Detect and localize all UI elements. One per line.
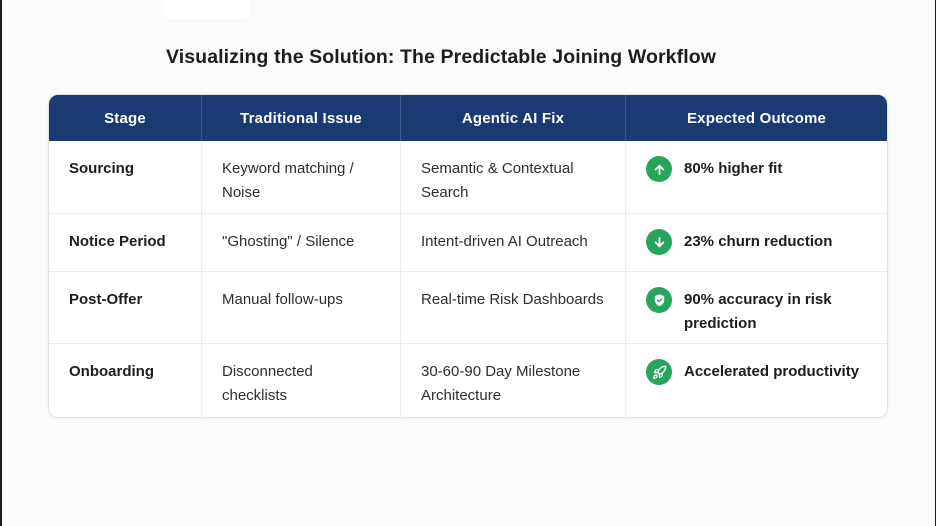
outcome-text: 23% churn reduction xyxy=(684,233,833,250)
stage-cell: Notice Period xyxy=(69,233,166,250)
page-title: Visualizing the Solution: The Predictable Joining Workflow xyxy=(165,46,717,69)
traditional-issue-cell: Manual follow-ups xyxy=(201,272,400,344)
outcome-text: Accelerated productivity xyxy=(684,363,860,380)
agentic-ai-fix-cell: 30-60-90 Day Milestone Architecture xyxy=(400,344,625,417)
expected-outcome-cell xyxy=(625,272,887,344)
expected-outcome-cell xyxy=(625,141,887,213)
cursor-artifact xyxy=(163,0,251,20)
expected-outcome-cell xyxy=(625,344,887,417)
agentic-ai-fix-cell: Intent-driven AI Outreach xyxy=(400,214,625,271)
header-expected-outcome: Expected Outcome xyxy=(625,95,887,141)
header-traditional-issue: Traditional Issue xyxy=(201,95,400,141)
table-body xyxy=(49,141,887,417)
stage-cell: Sourcing xyxy=(69,160,135,177)
stage-cell: Post-Offer xyxy=(69,291,143,308)
workflow-table xyxy=(48,94,888,418)
outcome-text: 80% higher fit xyxy=(684,160,783,177)
traditional-issue-cell: Disconnected checklists xyxy=(201,344,400,417)
agentic-ai-fix-cell: Semantic & Contextual Search xyxy=(400,141,625,213)
arrow-down-icon xyxy=(646,229,672,255)
stage-cell: Onboarding xyxy=(69,363,154,380)
traditional-issue-cell: "Ghosting" / Silence xyxy=(201,214,400,271)
agentic-ai-fix-cell: Real-time Risk Dashboards xyxy=(400,272,625,344)
table-row xyxy=(49,141,887,213)
table-row xyxy=(49,213,887,271)
header-agentic-ai-fix: Agentic AI Fix xyxy=(400,95,625,141)
traditional-issue-cell: Keyword matching / Noise xyxy=(201,141,400,213)
table-header-row xyxy=(49,95,887,141)
outcome-text: 90% accuracy in risk prediction xyxy=(684,291,832,332)
table-row xyxy=(49,343,887,417)
screen-left-edge xyxy=(0,0,2,526)
shield-check-icon xyxy=(646,287,672,313)
rocket-icon xyxy=(646,359,672,385)
expected-outcome-cell xyxy=(625,214,887,271)
table-row xyxy=(49,271,887,343)
arrow-up-icon xyxy=(646,156,672,182)
header-stage: Stage xyxy=(104,109,146,127)
